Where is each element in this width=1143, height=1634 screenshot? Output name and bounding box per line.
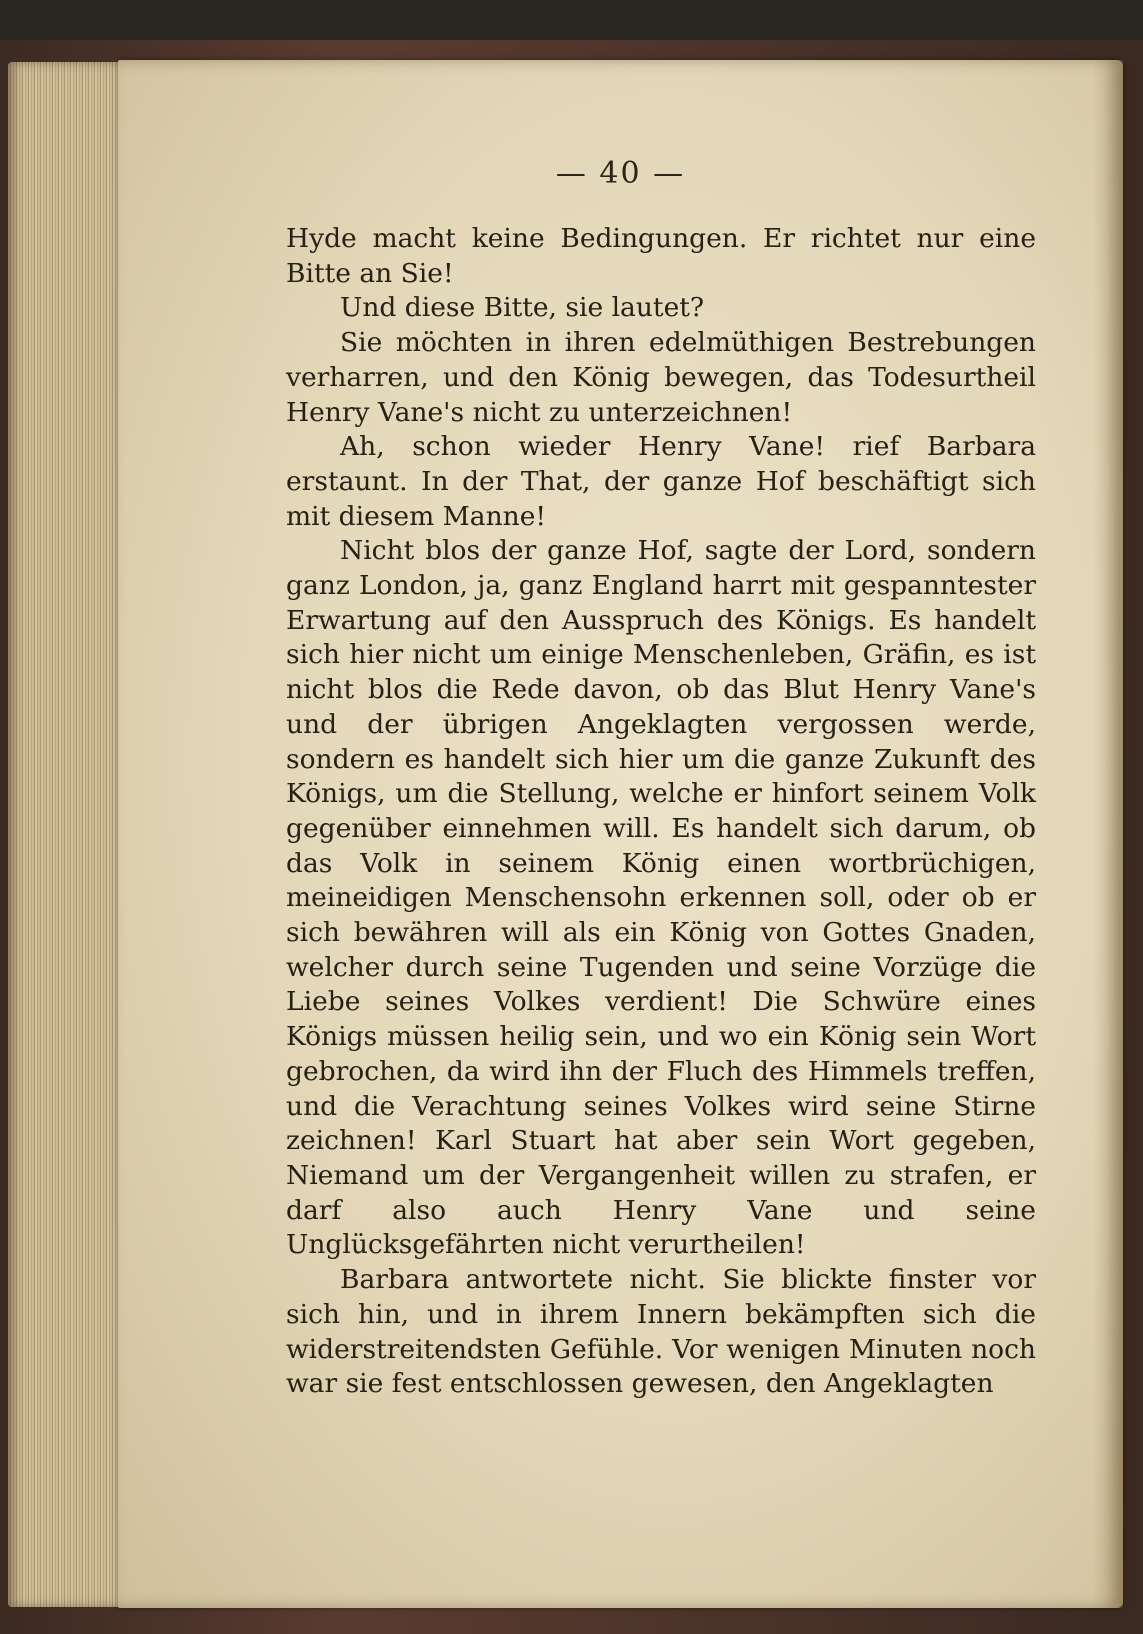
paragraph: Und diese Bitte, sie lautet?: [340, 292, 705, 324]
body-text: [286, 222, 1036, 1402]
paragraph: Hyde macht keine Bedingungen. Er richtet nur eine Bitte an Sie!: [286, 223, 1036, 289]
page-number: — 40 —: [555, 156, 686, 191]
book-page: [118, 60, 1123, 1608]
page-shadow: [1093, 60, 1123, 1608]
paragraph: Nicht blos der ganze Hof, sagte der Lord, sondern ganz London, ja, ganz England harrt mit gespanntester Erwartung auf den Ausspruch des Königs. Es handelt sich hier nicht um einige Menschenleben, Gräfin, es ist nicht blos die Rede davon, ob das Blut Henry Vane's und der übrigen Angeklagten vergossen werde, sondern es handelt sich hier um die ganze Zukunft des Königs, um die Stellung, welche er hinfort seinem Volk gegenüber einnehmen will. Es handelt sich darum, ob das Volk in seinem König einen wortbrüchigen, meineidigen Menschensohn erkennen soll, oder ob er sich bewähren will als ein König von Gottes Gnaden, welcher durch seine Tugenden und seine Vorzüge die Liebe seines Volkes verdient! Die Schwüre eines Königs müssen heilig sein, und wo ein König sein Wort gebrochen, da wird ihn der Fluch des Himmels treffen, und die Verachtung seines Volkes wird seine Stirne zeichnen! Karl Stuart hat aber sein Wort gegeben, Niemand um der Vergangenheit willen zu strafen, er darf also auch Henry Vane und seine Unglücksgefährten nicht verurtheilen!: [286, 535, 1036, 1261]
page-edges: [8, 62, 128, 1607]
paragraph: Barbara antwortete nicht. Sie blickte finster vor sich hin, und in ihrem Innern bekämpften sich die widerstreitendsten Gefühle. Vor wenigen Minuten noch war sie fest entschlossen gewesen, den Angeklagten: [286, 1264, 1036, 1400]
paragraph: Ah, schon wieder Henry Vane! rief Barbara erstaunt. In der That, der ganze Hof beschäftigt sich mit diesem Manne!: [286, 431, 1036, 532]
paragraph: Sie möchten in ihren edelmüthigen Bestrebungen verharren, und den König bewegen, das Todesurtheil Henry Vane's nicht zu unterzeichnen!: [286, 327, 1036, 428]
